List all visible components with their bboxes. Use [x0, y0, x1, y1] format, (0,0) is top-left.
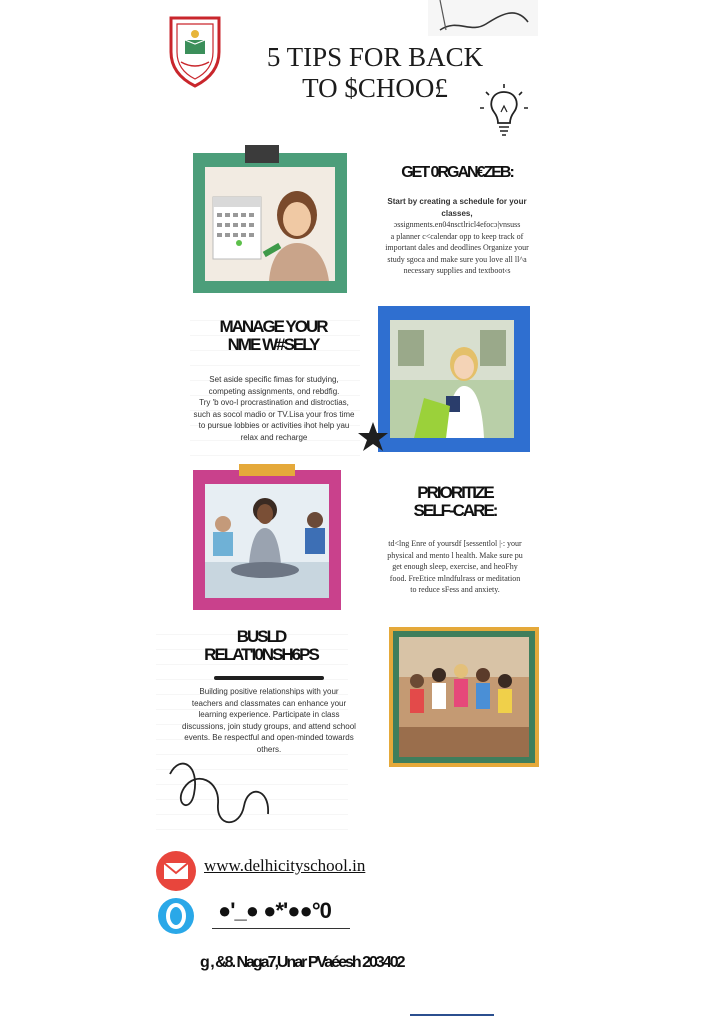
tip-4-body-line: events. Be respectful and open-minded towards — [184, 733, 354, 742]
tip-1-body-line: a planner c<calendar opp to keep track of — [390, 231, 524, 241]
tip-4-body-line: teachers and classmates can enhance your — [191, 698, 347, 708]
bottom-divider — [410, 1014, 494, 1016]
tip-1-body-line: important dales and deodlines Organize your — [385, 243, 529, 252]
tip-4-photo-frame — [389, 627, 539, 767]
star-icon — [356, 420, 390, 454]
tip-1-body-line: necessary supplies and textboot‹s — [403, 266, 511, 275]
tip-2-body-line: relax and recharge — [240, 432, 308, 442]
tip-3-body-line: food. FreEtice mlndfulrass or meditation — [389, 573, 521, 583]
tip-3-body — [372, 538, 538, 596]
tip-1-body-line: study sgoca and make sure you love all ll^a — [387, 254, 527, 264]
tip-2-heading — [188, 318, 358, 354]
social-circle-icon[interactable] — [157, 897, 195, 935]
website-link[interactable]: www.delhicityschool.in — [204, 856, 366, 875]
schoolgirl-with-backpack-illustration — [390, 320, 514, 438]
tip-1-body — [372, 196, 542, 277]
tip-1-photo — [205, 167, 335, 281]
children-running-to-school-illustration — [399, 637, 529, 757]
address-text: g , &8. Naga7,Unar PVaéesh 203402 — [200, 954, 404, 971]
decorative-scribble-top — [428, 0, 538, 36]
tip-1-frame-clip — [245, 145, 279, 163]
tip-4-heading-line: RELAT'I0NSH6PS — [204, 645, 318, 664]
tip-4-body-line: learning experience. Participate in class — [198, 710, 340, 719]
girl-with-calendar-illustration — [205, 167, 335, 281]
tip-2-photo — [390, 320, 514, 438]
social-handle[interactable]: ●'_● ●*'●●°0 — [218, 898, 331, 923]
tip-2-body — [188, 374, 360, 443]
tip-3-body-line: to reduce sFess and anxiety. — [410, 585, 500, 594]
tip-3-body-line: get enough sleep, exercise, and heoFhy — [392, 562, 518, 571]
tip-2-body-line: Try 'b ovo-l procrastination and distroctias, — [199, 398, 349, 407]
tip-4-body-line: Building positive relationships with your — [199, 687, 339, 696]
tip-2-heading-line: NME W#SELY — [227, 335, 319, 354]
decorative-scribble-bottom — [160, 744, 310, 834]
tip-2-body-line: such as socol madio or TV.Lisa your fros time — [193, 409, 355, 419]
tip-3-heading-line: SELF-CARE: — [413, 501, 497, 520]
tip-1-body-line: Start by creating a schedule for your classes, — [387, 197, 527, 218]
tip-3-frame-tape — [239, 464, 295, 476]
social-handle-underline — [212, 928, 350, 929]
mail-icon[interactable] — [155, 850, 197, 892]
tip-4-heading-underline — [214, 676, 324, 680]
page-title — [250, 42, 500, 104]
tip-3-heading-line: PRIORITIZE — [417, 483, 493, 502]
tip-4-body-line: discussions, join study groups, and attend school — [182, 721, 356, 731]
tip-1-body-line: ɔssignments.en04nsctlricl4efocɔ|vnsuss — [393, 220, 521, 229]
tip-1-photo-frame — [193, 153, 347, 293]
tip-2-body-line: to pursue lobbies or activities ihot help yau — [198, 421, 350, 430]
title-line-1: 5 TIPS FOR BACK — [266, 42, 484, 72]
tip-2-body-line: Set aside specific fimas for studying, — [209, 375, 339, 384]
tip-2-heading-line: MANAGE YOUR — [219, 317, 327, 336]
tip-4-photo — [399, 637, 529, 757]
tip-4-heading-line: BUSLD — [236, 627, 286, 646]
tip-3-body-line: physical and mento l health. Make sure pu — [387, 550, 523, 560]
tip-2-photo-frame — [378, 306, 530, 452]
tip-1-heading: GET 0RGAN€ZEB: — [401, 164, 513, 181]
tip-3-photo-frame — [193, 470, 341, 610]
tip-3-body-line: td<lng Enre of yoursdf [sessentlol |∙: your — [388, 539, 522, 548]
title-line-2: TO $CHOO£ — [302, 73, 448, 103]
tip-3-photo — [205, 484, 329, 598]
school-crest-logo — [163, 12, 227, 88]
children-meditating-illustration — [205, 484, 329, 598]
lightbulb-icon — [476, 82, 532, 142]
tip-4-heading — [186, 628, 336, 664]
tip-2-body-line: competing assignments, ond rebdfig. — [208, 386, 340, 396]
tip-4-body-line: others. — [256, 744, 282, 754]
tip-3-heading — [372, 484, 538, 520]
